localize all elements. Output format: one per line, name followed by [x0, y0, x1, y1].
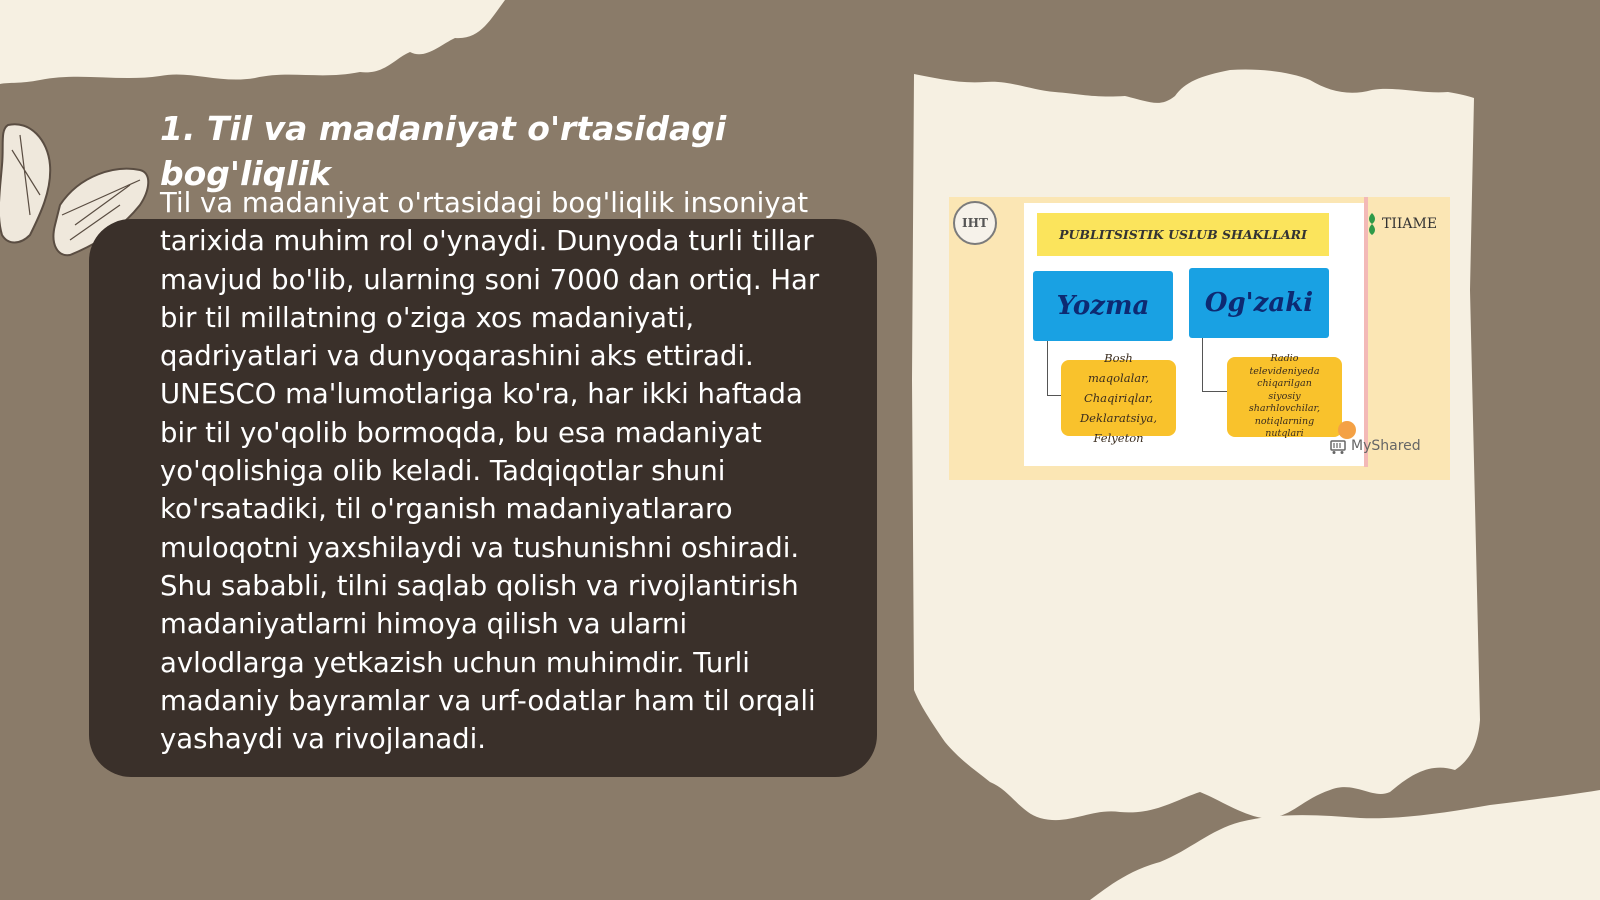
- figure-watermark: [1329, 437, 1421, 455]
- institution-logo-icon: IHT: [953, 201, 997, 245]
- figure-watermark-label: MyShared: [1351, 438, 1421, 454]
- figure-brand: [1366, 213, 1437, 235]
- figure-card: [1024, 203, 1364, 466]
- figure-stripe: [1364, 197, 1368, 467]
- torn-paper-top-left: [0, 0, 505, 84]
- torn-paper-bottom-right: [1090, 790, 1600, 900]
- figure-header: PUBLITSISTIK USLUB SHAKLLARI: [1037, 213, 1329, 256]
- figure-details-ogzaki: Radio televideniyeda chiqarilgan siyosiy sharhlovchilar, notiqlarning nutqlari: [1227, 357, 1342, 437]
- slide-title: 1. Til va madaniyat o'rtasidagi bog'liqlik: [160, 109, 727, 193]
- figure-box-ogzaki: Og'zaki: [1189, 268, 1329, 338]
- figure-details-yozma: Bosh maqolalar, Chaqiriqlar, Deklaratsiya, Felyeton: [1061, 360, 1176, 436]
- myshared-cart-icon: [1329, 437, 1347, 455]
- figure-image: [949, 197, 1450, 480]
- tiiame-leaf-icon: [1366, 213, 1378, 235]
- figure-box-yozma: Yozma: [1033, 271, 1173, 341]
- figure-connector: [1202, 338, 1228, 392]
- figure-brand-label: TIIAME: [1382, 216, 1438, 232]
- body-text: Til va madaniyat o'rtasidagi bog'liqlik insoniyat tarixida muhim rol o'ynaydi. Dunyoda turli tillar mavjud bo'lib, ularning soni 7000 dan ortiq. Har bir til millatning o'ziga xos madaniyati, qadriyatlari va dunyoqarashini aks ettiradi. UNESCO ma'lumotlariga ko'ra, har ikki haftada bir til yo'qolib bormoqda, bu esa madaniyat yo'qolishiga olib keladi. Tadqiqotlar shuni ko'rsatadiki, til o'rganish madaniyatlararo muloqotni yaxshilaydi va tushunishni oshiradi. Shu sababli, tilni saqlab qolish va rivojlantirish madaniyatlarni himoya qilish va ularni avlodlarga yetkazish uchun muhimdir. Turli madaniy bayramlar va urf-odatlar ham til orqali yashaydi va rivojlanadi.: [160, 187, 820, 756]
